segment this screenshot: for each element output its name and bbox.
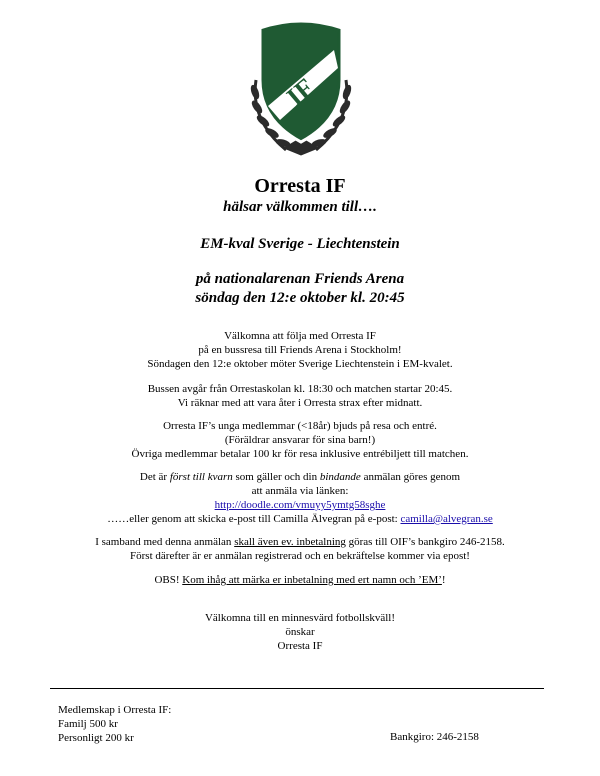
obs-paragraph	[0, 573, 600, 587]
text-line: Orresta IF’s unga medlemmar (<18år) bjuds på resa och entré.	[163, 420, 437, 432]
intro-paragraph	[0, 329, 600, 371]
welcome-subtitle: hälsar välkommen till….	[223, 199, 377, 215]
text-line: Vi räknar med att vara åter i Orresta strax efter midnatt.	[177, 397, 423, 409]
email-link[interactable]: camilla@alvegran.se	[400, 513, 493, 525]
text-line: Söndagen den 12:e oktober möter Sverige Liechtenstein i EM-kvalet.	[147, 358, 453, 370]
text-line: ……eller genom att skicka e-post till Camilla Älvegran på e-post: camilla@alvegran.se	[107, 513, 493, 525]
text-line: Välkomna att följa med Orresta IF	[224, 330, 376, 342]
text-line: på en bussresa till Friends Arena i Stockholm!	[198, 344, 402, 356]
payment-paragraph	[0, 535, 600, 563]
personal-fee: Personligt 200 kr	[58, 732, 134, 744]
text-line: OBS! Kom ihåg att märka er inbetalning med ert namn och ’EM’!	[154, 574, 446, 586]
text-line: Övriga medlemmar betalar 100 kr för resa inklusive entrébiljett till matchen.	[131, 448, 469, 460]
membership-heading: Medlemskap i Orresta IF:	[58, 704, 172, 716]
text-line: Orresta IF	[277, 640, 323, 652]
venue-line: på nationalarenan Friends Arena	[195, 271, 405, 287]
bus-paragraph	[0, 382, 600, 410]
event-title: EM-kval Sverige - Liechtenstein	[200, 236, 400, 252]
logo-text: IF	[281, 72, 320, 112]
text-line: Välkomna till en minnesvärd fotbollskväll!	[204, 612, 396, 624]
text-line: Först därefter är er anmälan registrerad och en bekräftelse kommer via epost!	[130, 550, 470, 562]
text-line: att anmäla via länken:	[251, 485, 349, 497]
family-fee: Familj 500 kr	[58, 718, 118, 730]
text-line: önskar	[285, 626, 315, 638]
footer-divider	[50, 688, 544, 689]
text-line: Bussen avgår från Orrestaskolan kl. 18:30 och matchen startar 20:45.	[147, 383, 453, 395]
text-line: (Föräldrar ansvarar för sina barn!)	[224, 434, 376, 446]
text-line: I samband med denna anmälan skall även ev. inbetalning göras till OIF’s bankgiro 246-2158.	[95, 536, 505, 548]
date-line: söndag den 12:e oktober kl. 20:45	[195, 290, 405, 306]
orresta-if-logo	[246, 10, 356, 160]
club-title: Orresta IF	[254, 175, 346, 197]
closing-paragraph	[0, 611, 600, 653]
text-line: Det är först till kvarn som gäller och din bindande anmälan göres genom	[139, 471, 461, 483]
price-paragraph	[0, 419, 600, 461]
bankgiro-number: Bankgiro: 246-2158	[390, 731, 479, 743]
signup-paragraph	[0, 470, 600, 526]
doodle-link[interactable]: http://doodle.com/vmuyy5ymtg58sghe	[214, 499, 386, 511]
